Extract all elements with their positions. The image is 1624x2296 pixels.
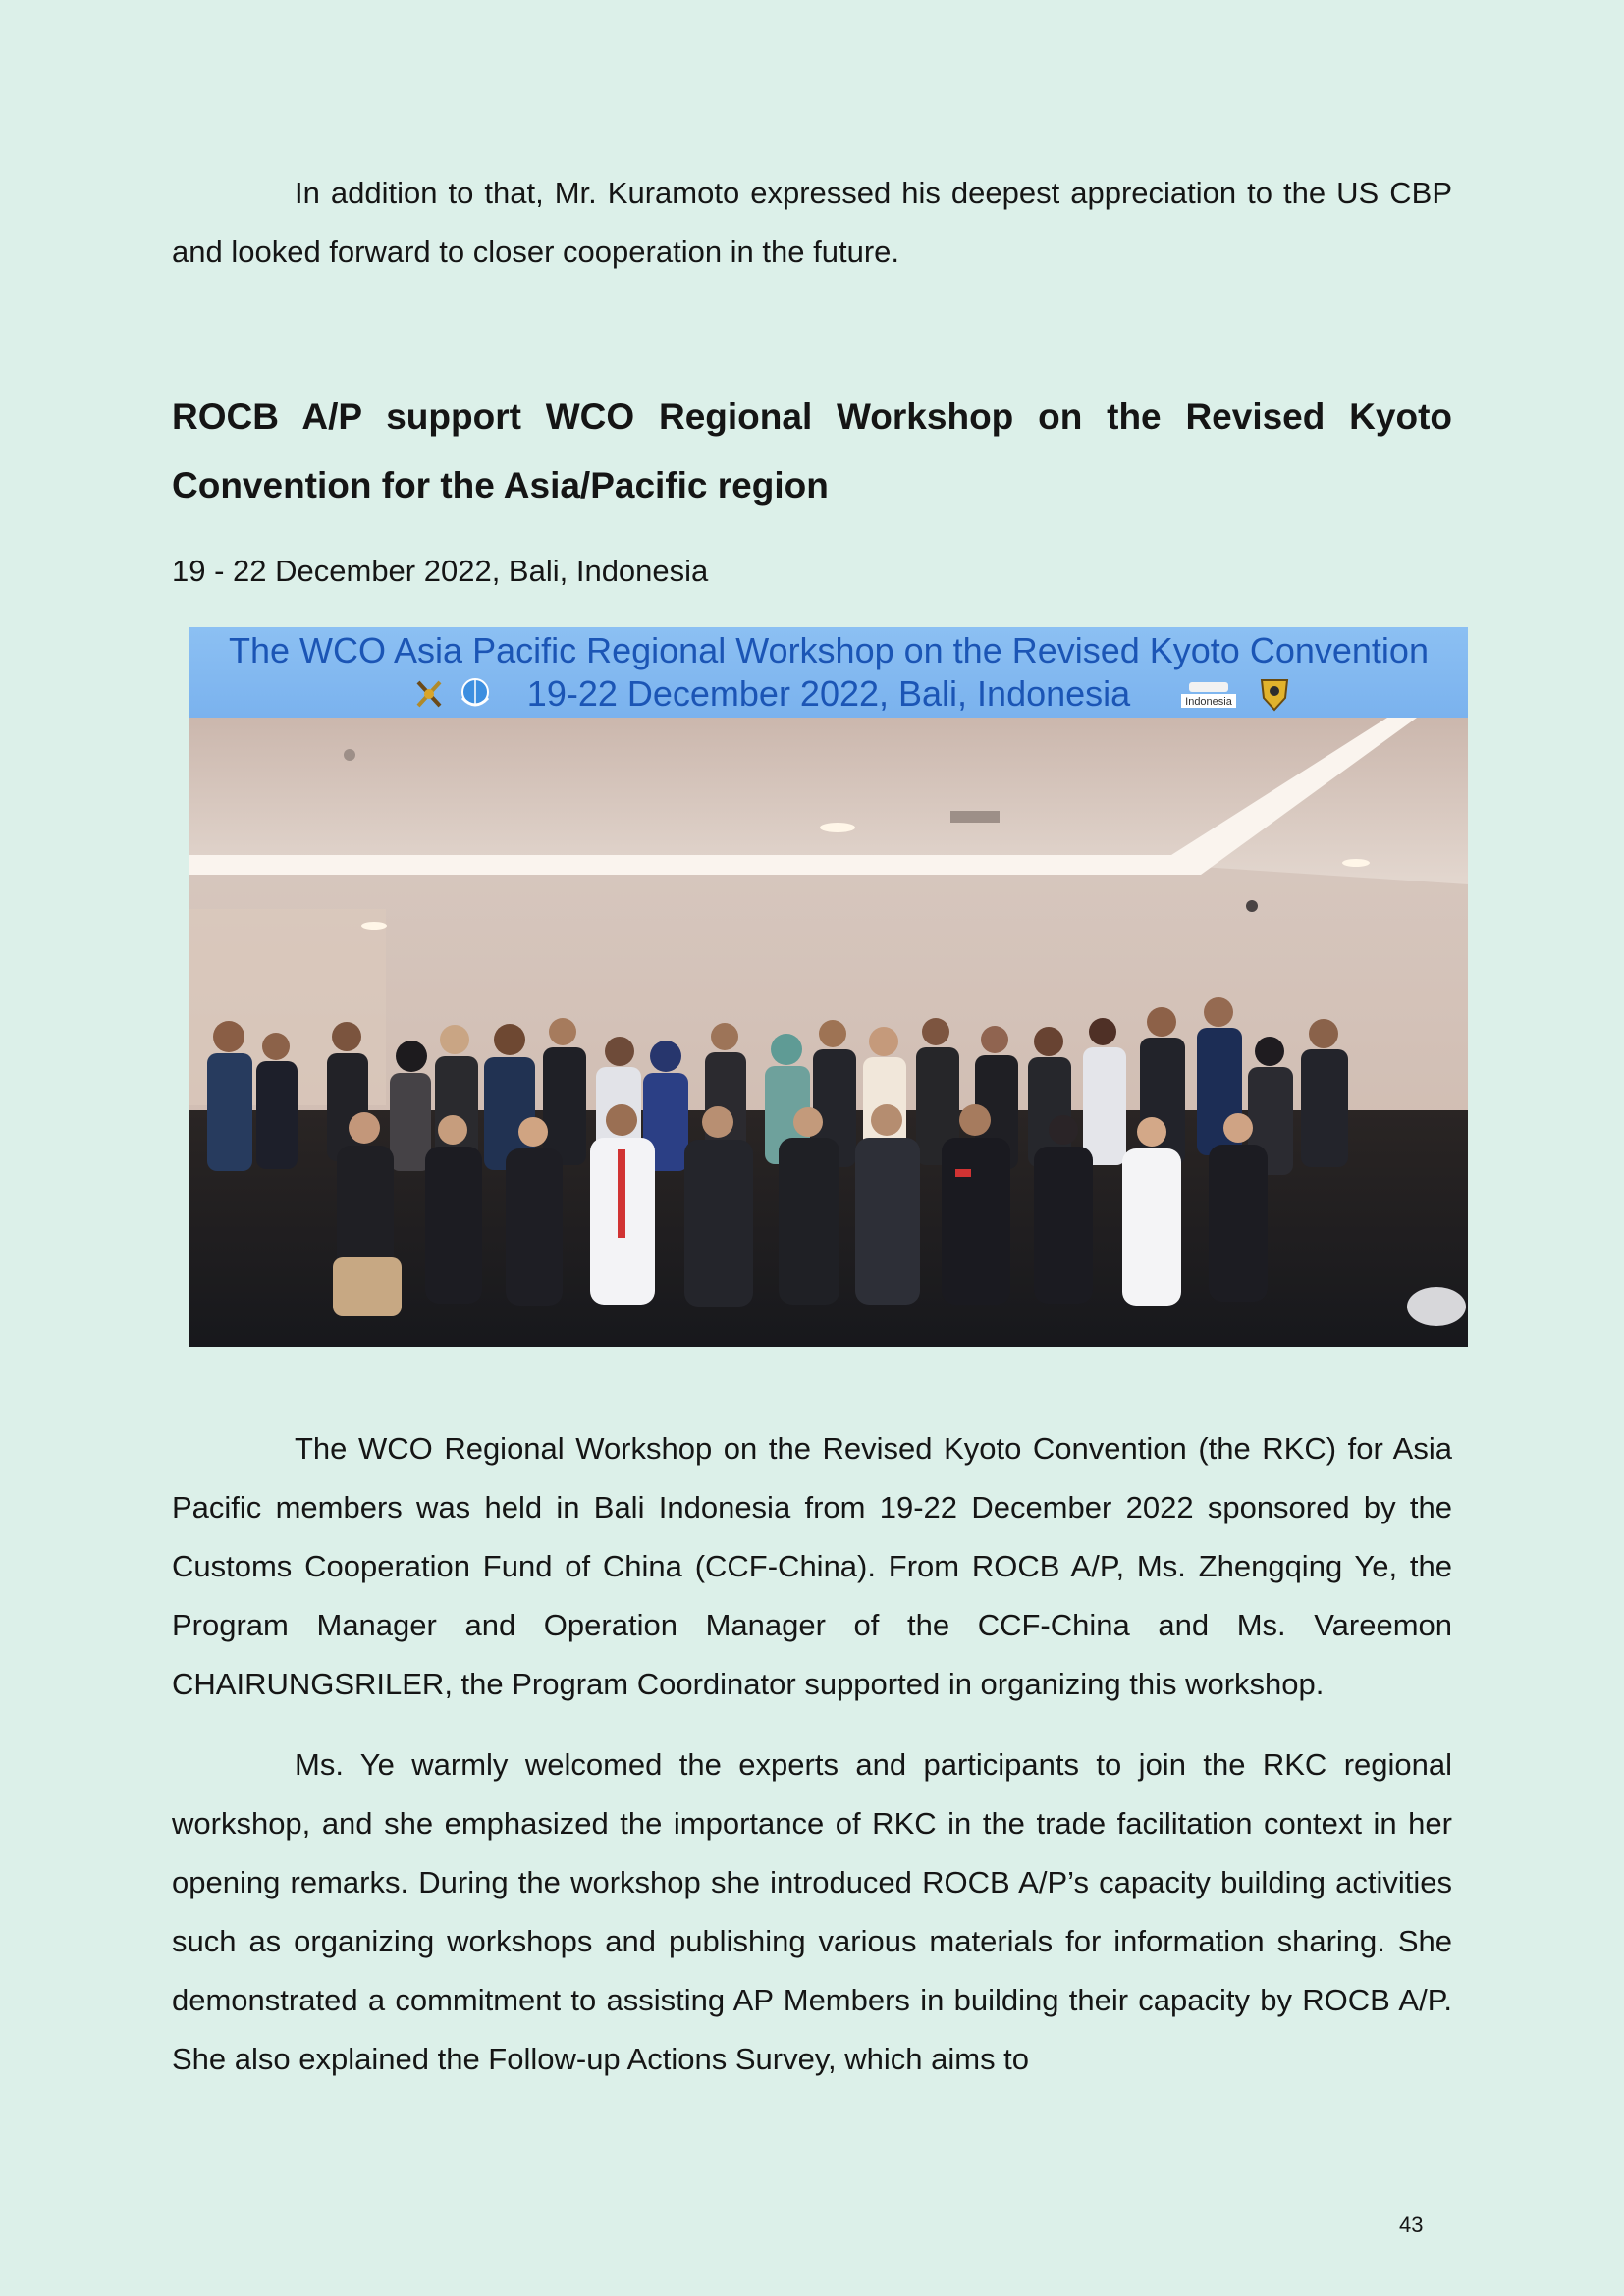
group-photo xyxy=(189,718,1468,1347)
body-paragraph-1: The WCO Regional Workshop on the Revised Kyoto Convention (the RKC) for Asia Pacific members was held in Bali Indonesia from 19-22 December 2022 sponsored by the Customs Cooperation Fund of China (CCF-China). From ROCB A/P, Ms. Zhengqing Ye, the Program Manager and Operation Manager of the CCF-China and Ms. Vareemon CHAIRUNGSRILER, the Program Coordinator supported in organizing this workshop. xyxy=(172,1431,1452,1701)
customs-shield-icon xyxy=(1262,680,1287,710)
crossed-emblem-icon xyxy=(418,682,440,706)
section-heading: ROCB A/P support WCO Regional Workshop on the Revised Kyoto Convention for the Asia/Pacific region xyxy=(172,397,1452,506)
indonesia-logo-text: Indonesia xyxy=(1185,696,1232,708)
intro-paragraph: In addition to that, Mr. Kuramoto expressed his deepest appreciation to the US CBP and looked forward to closer cooperation in the future. xyxy=(172,176,1452,269)
workshop-banner xyxy=(189,627,1468,718)
indonesia-logo-icon xyxy=(1181,682,1236,708)
body-paragraph-2: Ms. Ye warmly welcomed the experts and participants to join the RKC regional workshop, and she emphasized the importance of RKC in the trade facilitation context in her opening remarks. During the workshop she introduced ROCB A/P’s capacity building activities such as organizing workshops and publishing various materials for information sharing. She demonstrated a commitment to assisting AP Members in building their capacity by ROCB A/P. She also explained the Follow-up Actions Survey, which aims to xyxy=(172,1747,1452,2076)
customs-emblem-logos-right xyxy=(1171,676,1299,712)
workshop-group-photo-figure xyxy=(189,627,1468,1347)
page-number: 43 xyxy=(1399,2213,1424,2237)
banner-subtitle: 19-22 December 2022, Bali, Indonesia xyxy=(526,673,1131,714)
wco-globe-icon xyxy=(462,679,488,705)
document-page xyxy=(172,0,1452,2296)
customs-emblem-logos-left xyxy=(410,676,509,712)
event-dateline: 19 - 22 December 2022, Bali, Indonesia xyxy=(172,554,709,588)
banner-title: The WCO Asia Pacific Regional Workshop on the Revised Kyoto Convention xyxy=(229,630,1429,670)
